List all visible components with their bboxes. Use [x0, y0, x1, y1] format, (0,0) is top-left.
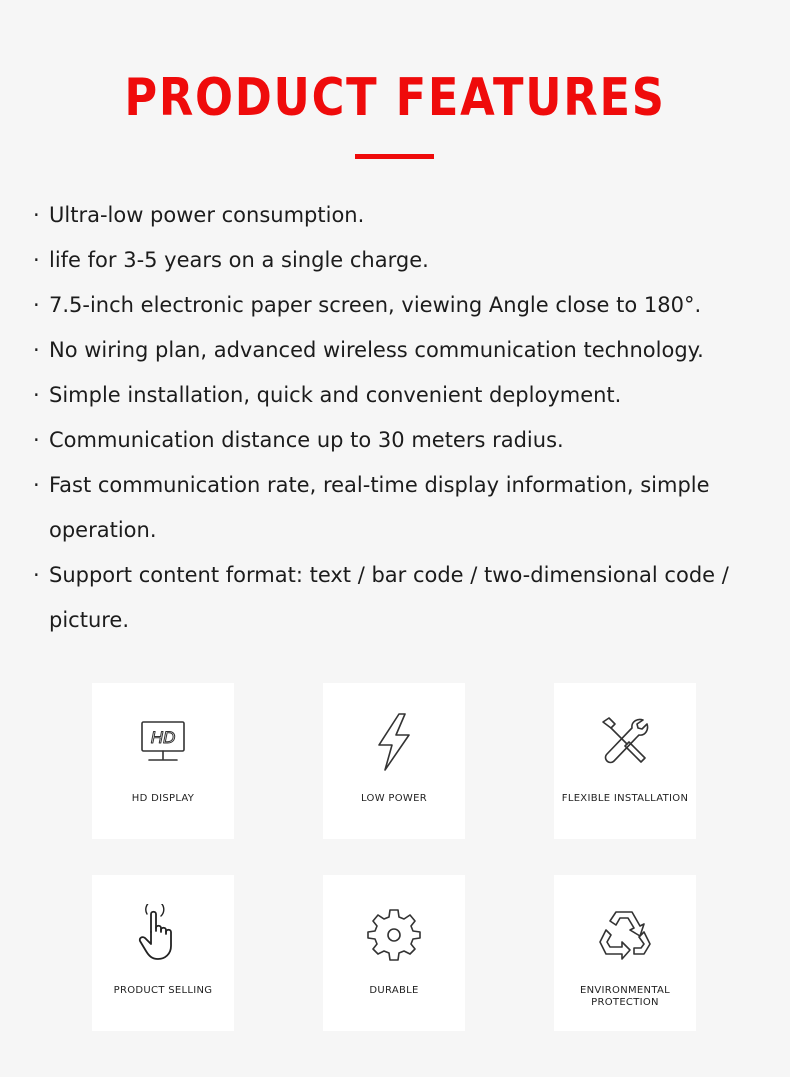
card-label: DURABLE — [369, 985, 419, 996]
card-label: HD DISPLAY — [131, 793, 195, 804]
feature-card-durable — [323, 875, 465, 1031]
hd-display-icon — [92, 711, 234, 773]
feature-item — [33, 193, 758, 238]
bullet: · — [33, 338, 40, 362]
hd-icon-text: HD — [150, 728, 176, 747]
feature-text: 7.5-inch electronic paper screen, viewing Angle close to 180°. — [49, 293, 702, 317]
feature-text: Fast communication rate, real-time display information, simple operation. — [49, 473, 710, 542]
card-label: FLEXIBLE INSTALLATION — [561, 793, 689, 804]
feature-item — [33, 283, 758, 328]
feature-item — [33, 463, 758, 553]
bullet: · — [33, 203, 40, 227]
feature-text: life for 3-5 years on a single charge. — [49, 248, 429, 272]
feature-card-environmental-protection — [554, 875, 696, 1031]
bullet: · — [33, 248, 40, 272]
bullet: · — [33, 428, 40, 452]
title-underline — [355, 154, 434, 159]
feature-text: Support content format: text / bar code / two-dimensional code / picture. — [49, 563, 729, 632]
feature-card-product-selling — [92, 875, 234, 1031]
wrench-screwdriver-icon — [554, 711, 696, 773]
feature-card-flexible-installation — [554, 683, 696, 839]
feature-item — [33, 418, 758, 463]
lightning-icon — [323, 711, 465, 773]
feature-text: Ultra-low power consumption. — [49, 203, 365, 227]
card-label: ENVIRONMENTAL PROTECTION — [580, 985, 670, 1008]
bullet: · — [33, 473, 40, 497]
feature-text: Communication distance up to 30 meters radius. — [49, 428, 564, 452]
bullet: · — [33, 563, 40, 587]
feature-card-low-power — [323, 683, 465, 839]
feature-card-hd-display — [92, 683, 234, 839]
feature-text: Simple installation, quick and convenient deployment. — [49, 383, 622, 407]
card-label: LOW POWER — [361, 793, 427, 804]
feature-item — [33, 328, 758, 373]
gear-icon — [323, 903, 465, 965]
feature-text: No wiring plan, advanced wireless communication technology. — [49, 338, 704, 362]
page-title: PRODUCT FEATURES — [124, 68, 666, 128]
bullet: · — [33, 293, 40, 317]
feature-item — [33, 238, 758, 283]
feature-item — [33, 553, 758, 643]
feature-item — [33, 373, 758, 418]
pointing-hand-icon — [92, 903, 234, 965]
recycle-icon — [554, 903, 696, 965]
card-label: PRODUCT SELLING — [113, 985, 213, 996]
bullet: · — [33, 383, 40, 407]
feature-list — [33, 193, 758, 643]
